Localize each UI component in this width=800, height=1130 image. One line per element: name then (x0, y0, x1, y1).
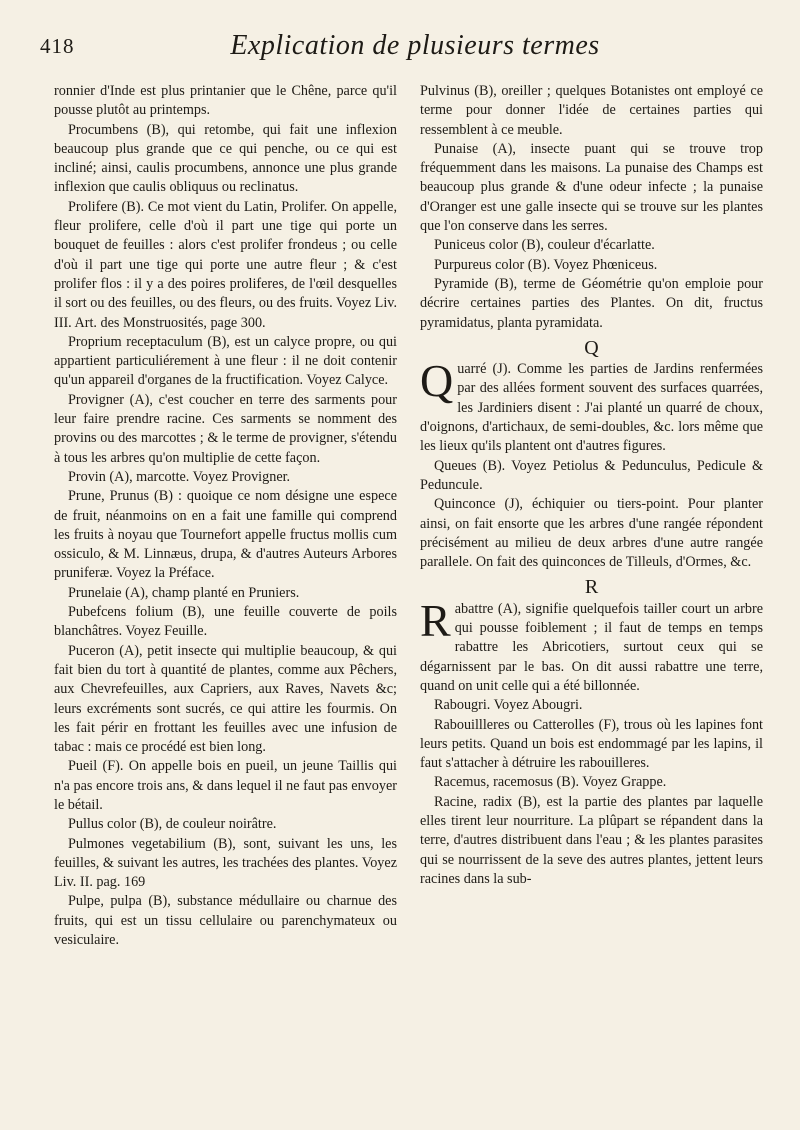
entry-paragraph: Punaise (A), insecte puant qui se trouve trop fréquemment dans les maisons. La punaise des Champs est beaucoup plus grande & d'une odeur infecte ; la punaise d'Oranger est une galle insecte qui se trouve sur les plantes que l'on conserve dans les serres. (420, 140, 763, 235)
entry-paragraph: Rabouillleres ou Catterolles (F), trous où les lapines font leurs petits. Quand un bois est endommagé par les lapins, il faut s'attacher à détruire les rabouilleres. (420, 716, 763, 772)
entry-paragraph: Puniceus color (B), couleur d'écarlatte. (434, 237, 655, 254)
entry-paragraph: Pulvinus (B), oreiller ; quelques Botanistes ont employé ce terme pour donner l'idée de certaines parties qui ressemblent à ce meuble. (420, 83, 763, 138)
right-column (420, 82, 763, 889)
section-letter-q: Q (584, 336, 599, 359)
entry-paragraph: Prolifere (B). Ce mot vient du Latin, Prolifer. On appelle, fleur prolifere, celle d'où il part une tige qui porte un bouquet de feuilles : alors c'est prolifer frondeus ; ou celle d'où il part une tige qui porte une autre fleur ; & c'est prolifer flos : il y a des poires proliferes, de l'œil desquelles il sort ou des feuilles, ou des fleurs, ou des fruits. Voyez Liv. III. Art. des Monstruosités, page 300. (54, 198, 397, 331)
section-letter-r: R (584, 576, 599, 599)
entry-paragraph: Prune, Prunus (B) : quoique ce nom désigne une espece de fruit, néanmoins on en a fait une famille qui comprend les fruits à noyau que Tournefort appelle fructus mollis cum ossiculo, & M. Linnæus, drupa, & d'autres Auteurs Arbores pruniferæ. Voyez la Préface. (54, 488, 397, 582)
entry-paragraph: Procumbens (B), qui retombe, qui fait une inflexion beaucoup plus grande que ce qui penche, ou ce qui est incliné; ainsi, caulis procumbens, annonce une plus grande inflexion que caulis obliquus ou reclinatus. (54, 121, 397, 196)
entry-paragraph: Racemus, racemosus (B). Voyez Grappe. (434, 774, 667, 791)
entry-paragraph: Pyramide (B), terme de Géométrie qu'on emploie pour décrire certaines parties des Plantes. On dit, fructus pyramidatus, planta pyramidata. (420, 275, 763, 331)
entry-paragraph: Pueil (F). On appelle bois en pueil, un jeune Taillis qui n'a pas encore trois ans, & dans lequel il ne faut pas envoyer le bétail. (54, 758, 397, 813)
entry-paragraph: Proprium receptaculum (B), est un calyce propre, ou qui appartient particuliérement à une fleur : il ne doit contenir qu'un appareil d'organes de la fructification. Voyez Calyce. (54, 333, 397, 389)
entry-paragraph-dropcap (420, 594, 763, 696)
entry-paragraph: Pubefcens folium (B), une feuille couverte de poils blanchâtres. Voyez Feuille. (54, 604, 397, 640)
entry-paragraph: ronnier d'Inde est plus printanier que le Chêne, parce qu'il pousse plutôt au printemps. (54, 83, 397, 119)
entry-paragraph: Provigner (A), c'est coucher en terre des sarments pour leur faire prendre racine. Ces sarments se nomment des provins ou des marcottes ; & le terme de provigner, s'étendu à tous les arbres qu'on multiplie de cette façon. (54, 391, 397, 466)
entry-paragraph: Pulmones vegetabilium (B), sont, suivant les uns, les feuilles, & suivant les autres, les trachées des plantes. Voyez Liv. II. pag. 169 (54, 835, 397, 891)
entry-paragraph: Rabougri. Voyez Abougri. (434, 697, 583, 714)
entry-paragraph: Quinconce (J), échiquier ou tiers-point. Pour planter ainsi, on fait ensorte que les arbres d'une rangée répondent précisément au milieu de deux arbres d'une autre rangée parallele. On fait des quinconces de Tilleuls, d'Ormes, &c. (420, 496, 763, 571)
drop-cap-r: R (420, 594, 451, 646)
entry-paragraph: Provin (A), marcotte. Voyez Provigner. (68, 468, 291, 485)
entry-paragraph: Queues (B). Voyez Petiolus & Pedunculus, Pedicule & Peduncule. (420, 457, 763, 493)
entry-paragraph: Pullus color (B), de couleur noirâtre. (68, 816, 277, 833)
entry-paragraph: Racine, radix (B), est la partie des plantes par laquelle elles tirent leur nourriture. La plûpart se répandent dans la terre, d'autres distribuent dans l'eau ; & les plantes parasites qui se nourrissent de la seve des autres plantes, jettent leurs racines dans la sub- (420, 793, 763, 887)
entry-paragraph: Pulpe, pulpa (B), substance médullaire ou charnue des fruits, qui est un tissu cellulaire ou parenchymateux ou vesiculaire. (54, 893, 397, 949)
page-title: Explication de plusieurs termes (230, 30, 600, 61)
entry-paragraph: Puceron (A), petit insecte qui multiplie beaucoup, & qui fait bien du tort à quantité de plantes, comme aux Pêchers, aux Chevrefeuilles, aux Capriers, aux Raves, Navets &c; leurs excréments sont sucrés, ce qui attire les fourmis. On les fait périr en frottant les feuilles avec une infusion de tabac : mais ce procédé est bien long. (54, 642, 397, 756)
entry-paragraph: Purpureus color (B). Voyez Phœniceus. (434, 256, 658, 273)
left-column (54, 82, 397, 950)
entry-paragraph: Prunelaie (A), champ planté en Pruniers. (68, 584, 300, 601)
page-number: 418 (40, 34, 75, 58)
entry-text: uarré (J). Comme les parties de Jardins renfermées par des allées forment souvent des surfaces quarrées, les Jardiniers disent : J'ai planté un quarré de choux, d'oignons, d'artichaux, de semi-doubles, &c. lors même que les lieux qu'ils plantent ont d'autres figures. (420, 361, 763, 455)
entry-paragraph-dropcap (420, 355, 763, 456)
entry-text: abattre (A), signifie quelquefois tailler court un arbre qui pousse foiblement ; il faut de temps en temps rabattre les Abricotiers, surtout ceux qui se dégarnissent par le bas. On dit aussi rabattre une terre, quand on unit celle qui a été billonnée. (420, 600, 763, 694)
drop-cap-q: Q (420, 355, 454, 407)
